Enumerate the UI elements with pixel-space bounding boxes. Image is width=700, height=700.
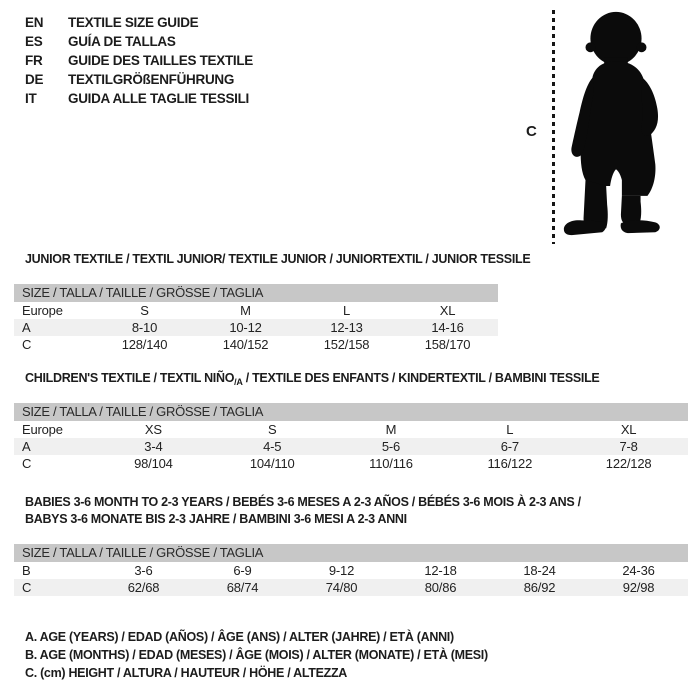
height-cell: 116/122: [487, 456, 533, 471]
table-row-age: [14, 319, 498, 336]
footnote-a: A. AGE (YEARS) / EDAD (AÑOS) / ÂGE (ANS) / ALTER (JAHRE) / ETÀ (ANNI): [25, 630, 454, 644]
row-label: A: [14, 438, 94, 455]
size-cell: M: [385, 422, 397, 437]
table-row-height: [14, 455, 688, 472]
age-cell: 4-5: [213, 438, 332, 455]
language-title-list: [25, 13, 253, 108]
language-title: GUÍA DE TALLAS: [68, 34, 176, 49]
size-cell: XL: [439, 303, 456, 318]
height-cell: 122/128: [605, 456, 652, 471]
language-title: TEXTILGRÖßENFÜHRUNG: [68, 72, 235, 87]
height-cell: 98/104: [134, 456, 173, 471]
height-cell: 152/158: [323, 337, 370, 352]
age-cell: 12-13: [296, 319, 397, 336]
junior-table-title: JUNIOR TEXTILE / TEXTIL JUNIOR/ TEXTILE JUNIOR / JUNIORTEXTIL / JUNIOR TESSILE: [25, 252, 531, 266]
language-row: [25, 89, 253, 108]
language-row: [25, 32, 253, 51]
height-cell: 86/92: [490, 579, 589, 596]
row-label: C: [14, 579, 94, 596]
row-label: C: [22, 337, 32, 352]
size-cell: XL: [620, 422, 637, 437]
footnote-b: B. AGE (MONTHS) / EDAD (MESES) / ÂGE (MOIS) / ALTER (MONATE) / ETÀ (MESI): [25, 648, 488, 662]
language-code: IT: [25, 91, 37, 106]
age-cell: 3-4: [94, 438, 213, 455]
table-row-europe: [14, 302, 498, 319]
junior-size-table: [14, 284, 498, 353]
babies-size-table-grid: [14, 562, 688, 596]
row-label: Europe: [22, 422, 63, 437]
babies-title-line2: BABYS 3-6 MONATE BIS 2-3 JAHRE / BAMBINI 3-6 MESI A 2-3 ANNI: [25, 512, 407, 526]
age-cell: 8-10: [94, 319, 195, 336]
size-cell: M: [240, 303, 251, 318]
language-title: GUIDE DES TAILLES TEXTILE: [68, 53, 254, 68]
size-header-bar: SIZE / TALLA / TAILLE / GRÖSSE / TAGLIA: [14, 544, 688, 562]
months-cell: 3-6: [134, 563, 153, 578]
language-code: FR: [25, 53, 43, 68]
height-measure-dashed-line: [552, 10, 555, 244]
children-title-suffix: / TEXTILE DES ENFANTS / KINDERTEXTIL / BAMBINI TESSILE: [242, 371, 600, 385]
age-cell: 5-6: [332, 438, 451, 455]
table-row-months: [14, 562, 688, 579]
size-cell: XS: [144, 422, 162, 437]
height-cell: 74/80: [292, 579, 391, 596]
height-cell: 104/110: [249, 456, 295, 471]
months-cell: 9-12: [328, 563, 355, 578]
age-cell: 7-8: [569, 438, 688, 455]
height-measure-label: C: [526, 123, 537, 140]
junior-size-table-grid: [14, 302, 498, 353]
row-label: A: [14, 319, 94, 336]
months-cell: 18-24: [523, 563, 556, 578]
language-code: ES: [25, 34, 43, 49]
age-cell: 6-7: [450, 438, 569, 455]
table-row-height: [14, 579, 688, 596]
height-cell: 92/98: [589, 579, 688, 596]
height-cell: 110/116: [369, 456, 413, 471]
language-title: TEXTILE SIZE GUIDE: [68, 15, 199, 30]
language-row: [25, 70, 253, 89]
toddler-silhouette-icon: [556, 8, 674, 244]
children-title-subscript: /A: [234, 377, 243, 387]
table-row-europe: [14, 421, 688, 438]
language-title: GUIDA ALLE TAGLIE TESSILI: [68, 91, 249, 106]
children-title-prefix: CHILDREN'S TEXTILE / TEXTIL NIÑO: [25, 371, 235, 385]
months-cell: 12-18: [424, 563, 457, 578]
height-cell: 68/74: [193, 579, 292, 596]
height-cell: 140/152: [222, 337, 269, 352]
size-cell: L: [342, 303, 351, 318]
language-code: EN: [25, 15, 44, 30]
language-code: DE: [25, 72, 44, 87]
row-label: Europe: [22, 303, 63, 318]
size-cell: L: [506, 422, 514, 437]
size-cell: S: [140, 303, 149, 318]
height-cell: 62/68: [94, 579, 193, 596]
height-cell: 128/140: [121, 337, 168, 352]
language-row: [25, 13, 253, 32]
row-label: C: [22, 456, 32, 471]
size-cell: S: [267, 422, 277, 437]
footnote-c: C. (cm) HEIGHT / ALTURA / HAUTEUR / HÖHE / ALTEZZA: [25, 666, 348, 680]
children-size-table-grid: [14, 421, 688, 472]
babies-table-title: [25, 494, 581, 528]
size-header-bar: SIZE / TALLA / TAILLE / GRÖSSE / TAGLIA: [14, 403, 688, 421]
language-row: [25, 51, 253, 70]
age-cell: 10-12: [195, 319, 296, 336]
footnotes: [25, 628, 488, 682]
children-table-title: [25, 370, 599, 391]
height-cell: 80/86: [391, 579, 490, 596]
height-cell: 158/170: [424, 337, 471, 352]
babies-size-table: [14, 544, 688, 596]
months-cell: 24-36: [622, 563, 655, 578]
children-size-table: [14, 403, 688, 472]
row-label: B: [22, 563, 31, 578]
babies-title-line1: BABIES 3-6 MONTH TO 2-3 YEARS / BEBÉS 3-6 MESES A 2-3 AÑOS / BÉBÉS 3-6 MOIS À 2-3 ANS /: [25, 495, 581, 509]
age-cell: 14-16: [397, 319, 498, 336]
table-row-height: [14, 336, 498, 353]
months-cell: 6-9: [233, 563, 252, 578]
table-row-age: [14, 438, 688, 455]
size-header-bar: SIZE / TALLA / TAILLE / GRÖSSE / TAGLIA: [14, 284, 498, 302]
